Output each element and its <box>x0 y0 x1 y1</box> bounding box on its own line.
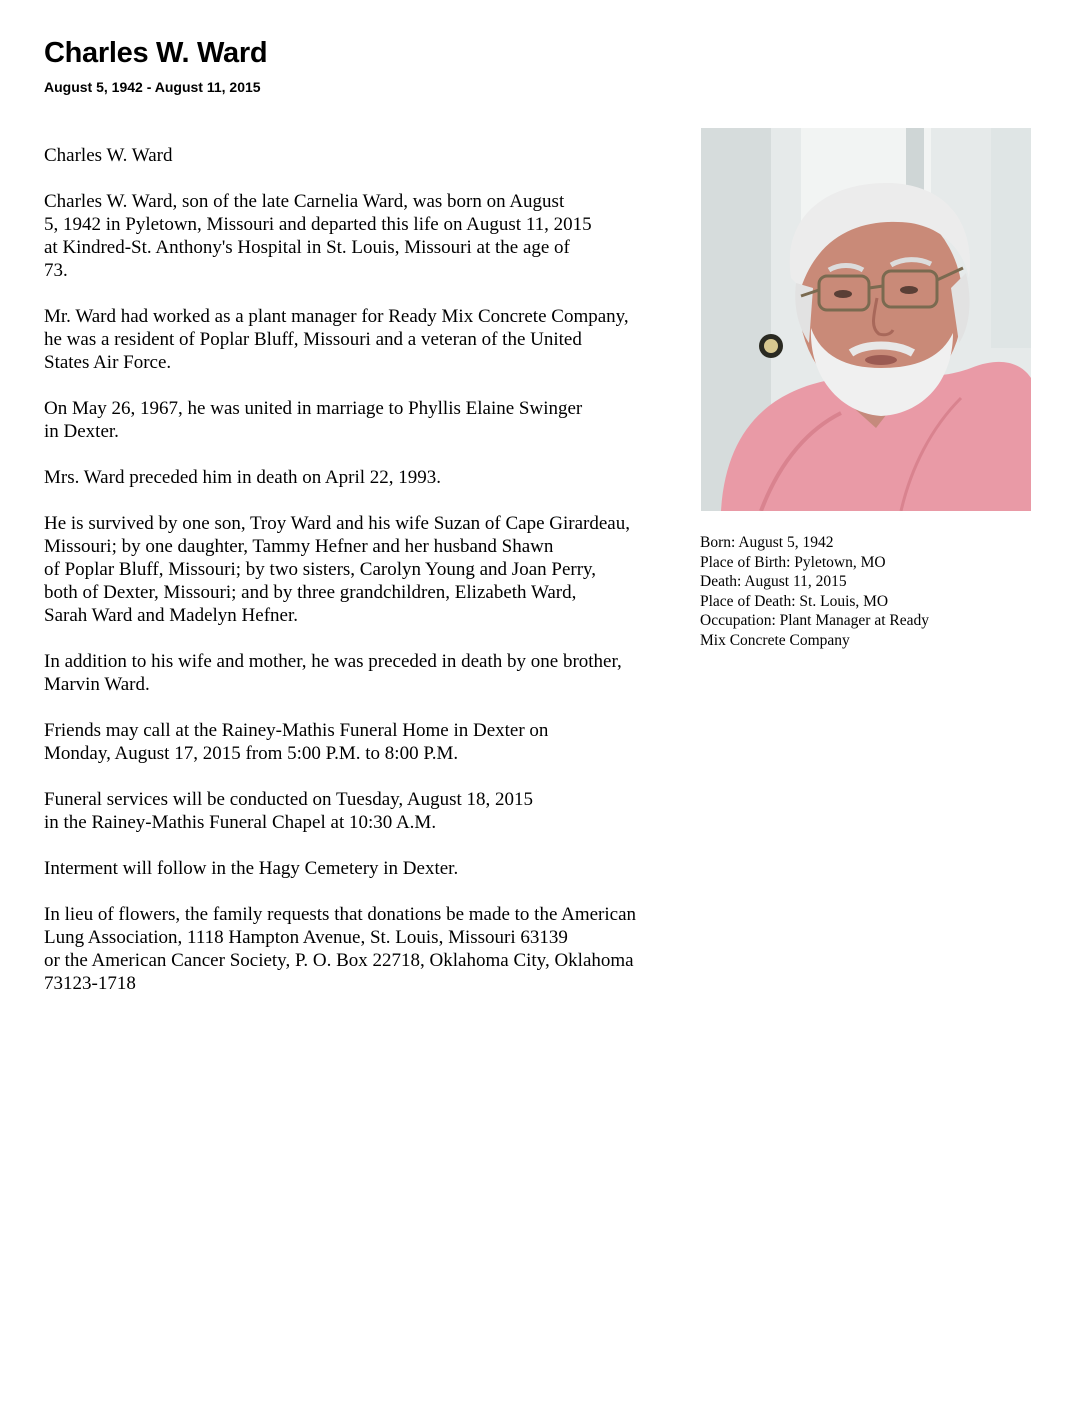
text-line: in Dexter. <box>44 421 119 442</box>
obituary-paragraph <box>44 903 724 995</box>
text-line: Charles W. Ward, son of the late Carnelia Ward, was born on August <box>44 191 565 212</box>
obituary-name-heading: Charles W. Ward <box>44 37 268 69</box>
text-line: Funeral services will be conducted on Tuesday, August 18, 2015 <box>44 789 534 810</box>
text-line: at Kindred-St. Anthony's Hospital in St. Louis, Missouri at the age of <box>44 237 570 258</box>
obituary-paragraph <box>44 190 724 282</box>
text-line: in the Rainey-Mathis Funeral Chapel at 10:30 A.M. <box>44 812 437 833</box>
life-dates: August 5, 1942 - August 11, 2015 <box>44 79 261 95</box>
text-line: or the American Cancer Society, P. O. Box 22718, Oklahoma City, Oklahoma <box>44 950 634 971</box>
obituary-paragraph <box>44 466 724 489</box>
portrait-illustration <box>701 128 1031 511</box>
text-line: Monday, August 17, 2015 from 5:00 P.M. to 8:00 P.M. <box>44 743 459 764</box>
portrait-photo <box>701 128 1031 511</box>
obituary-paragraph <box>44 512 724 627</box>
text-line: States Air Force. <box>44 352 172 373</box>
fact-place-of-birth: Place of Birth: Pyletown, MO <box>700 553 886 571</box>
text-line: On May 26, 1967, he was united in marriage to Phyllis Elaine Swinger <box>44 398 583 419</box>
obituary-body <box>44 144 724 1018</box>
text-line: 73123-1718 <box>44 973 136 994</box>
obituary-paragraph <box>44 857 724 880</box>
fact-born: Born: August 5, 1942 <box>700 534 834 551</box>
text-line: Marvin Ward. <box>44 674 150 695</box>
fact-occupation: Occupation: Plant Manager at Ready <box>700 612 929 630</box>
fact-occupation-continued: Mix Concrete Company <box>700 631 850 649</box>
obituary-paragraph <box>44 788 724 834</box>
obituary-paragraph <box>44 305 724 374</box>
text-line: 5, 1942 in Pyletown, Missouri and departed this life on August 11, 2015 <box>44 214 592 235</box>
obituary-paragraph <box>44 397 724 443</box>
text-line: Interment will follow in the Hagy Cemetery in Dexter. <box>44 858 459 879</box>
fact-death: Death: August 11, 2015 <box>700 573 847 591</box>
text-line: Lung Association, 1118 Hampton Avenue, St. Louis, Missouri 63139 <box>44 927 568 948</box>
fact-place-of-death: Place of Death: St. Louis, MO <box>700 592 889 610</box>
text-line: 73. <box>44 260 68 281</box>
text-line: Sarah Ward and Madelyn Hefner. <box>44 605 299 626</box>
text-line: Mr. Ward had worked as a plant manager for Ready Mix Concrete Company, <box>44 306 629 327</box>
text-line: Charles W. Ward <box>44 145 173 166</box>
text-line: He is survived by one son, Troy Ward and his wife Suzan of Cape Girardeau, <box>44 513 630 534</box>
text-line: Missouri; by one daughter, Tammy Hefner and her husband Shawn <box>44 536 554 557</box>
obituary-paragraph <box>44 144 724 167</box>
text-line: of Poplar Bluff, Missouri; by two sisters, Carolyn Young and Joan Perry, <box>44 559 597 580</box>
vital-facts <box>700 533 1000 651</box>
obituary-paragraph <box>44 719 724 765</box>
text-line: Mrs. Ward preceded him in death on April 22, 1993. <box>44 467 442 488</box>
text-line: In lieu of flowers, the family requests that donations be made to the American <box>44 904 636 925</box>
text-line: In addition to his wife and mother, he was preceded in death by one brother, <box>44 651 622 672</box>
text-line: both of Dexter, Missouri; and by three grandchildren, Elizabeth Ward, <box>44 582 577 603</box>
obituary-paragraph <box>44 650 724 696</box>
text-line: Friends may call at the Rainey-Mathis Funeral Home in Dexter on <box>44 720 549 741</box>
text-line: he was a resident of Poplar Bluff, Missouri and a veteran of the United <box>44 329 582 350</box>
